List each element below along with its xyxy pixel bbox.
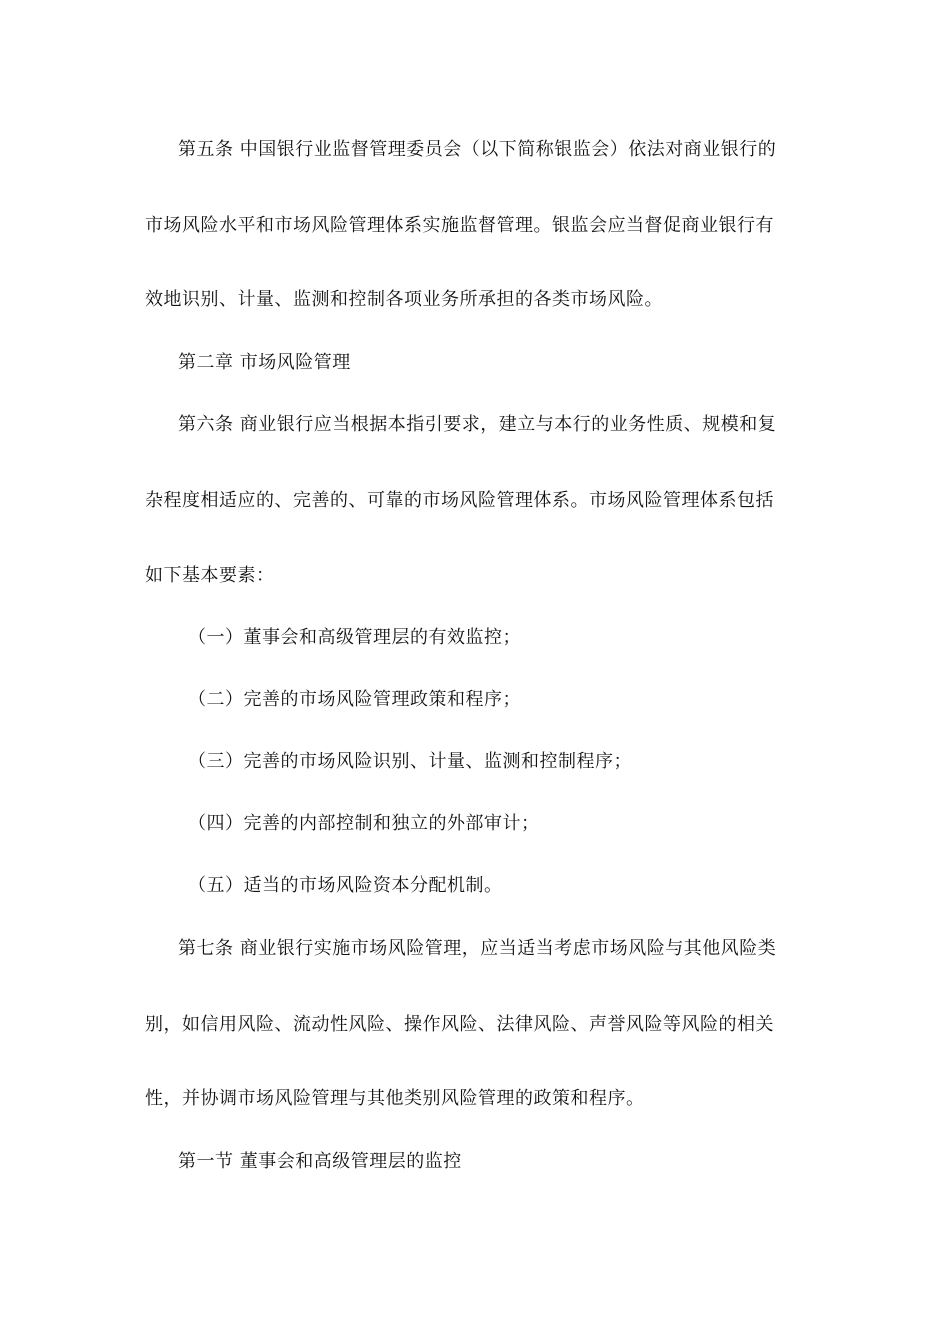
article-5-line-1: 第五条 中国银行业监督管理委员会（以下简称银监会）依法对商业银行的: [178, 139, 777, 160]
list-item-1: （一）董事会和高级管理层的有效监控；: [188, 627, 521, 648]
list-item-4: （四）完善的内部控制和独立的外部审计；: [188, 813, 540, 834]
chapter-2-heading: 第二章 市场风险管理: [178, 352, 351, 373]
list-item-2: （二）完善的市场风险管理政策和程序；: [188, 689, 521, 710]
list-item-5: （五）适当的市场风险资本分配机制。: [188, 875, 503, 896]
article-7-line-1: 第七条 商业银行实施市场风险管理，应当适当考虑市场风险与其他风险类: [178, 938, 777, 959]
section-1-heading: 第一节 董事会和高级管理层的监控: [178, 1151, 462, 1172]
article-7-line-3: 性，并协调市场风险管理与其他类别风险管理的政策和程序。: [145, 1088, 645, 1109]
article-6-line-1: 第六条 商业银行应当根据本指引要求，建立与本行的业务性质、规模和复: [178, 414, 777, 435]
article-5-line-2: 市场风险水平和市场风险管理体系实施监督管理。银监会应当督促商业银行有: [145, 215, 774, 236]
article-6-line-3: 如下基本要素：: [145, 565, 275, 586]
article-5-line-3: 效地识别、计量、监测和控制各项业务所承担的各类市场风险。: [145, 289, 663, 310]
list-item-3: （三）完善的市场风险识别、计量、监测和控制程序；: [188, 751, 632, 772]
article-7-line-2: 别，如信用风险、流动性风险、操作风险、法律风险、声誉风险等风险的相关: [145, 1014, 774, 1035]
article-6-line-2: 杂程度相适应的、完善的、可靠的市场风险管理体系。市场风险管理体系包括: [145, 490, 774, 511]
